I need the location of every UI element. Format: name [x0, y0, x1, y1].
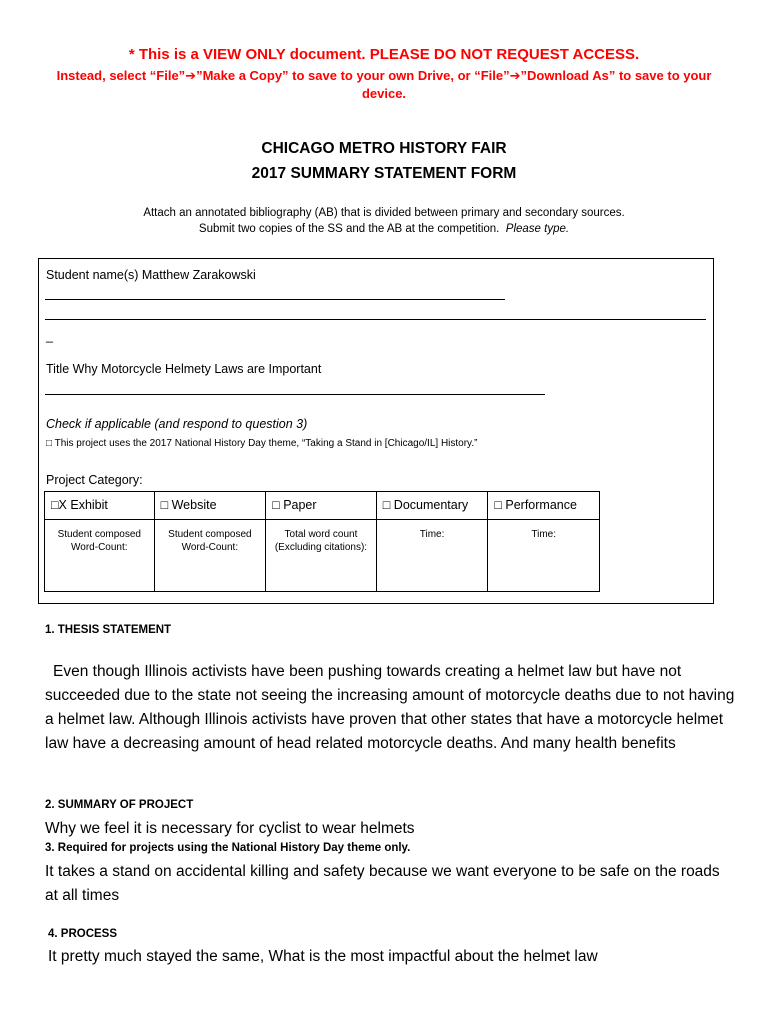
- process-text: It pretty much stayed the same, What is the most impactful about the helmet law: [48, 948, 598, 965]
- documentary-time: Time:: [376, 520, 488, 592]
- nhd-theme-text: It takes a stand on accidental killing and safety because we want everyone to be safe on the roads at all times: [45, 863, 720, 904]
- category-documentary[interactable]: □ Documentary: [376, 492, 488, 520]
- nhd-theme-heading: 3. Required for projects using the National History Day theme only.: [45, 842, 411, 854]
- page-title: CHICAGO METRO HISTORY FAIR: [261, 140, 507, 157]
- instruction-line-2: [0, 221, 768, 237]
- student-name-field[interactable]: Student name(s) Matthew Zarakowski: [46, 268, 256, 282]
- paper-word-count: Total word count (Excluding citations):: [266, 520, 377, 592]
- copy-instructions-notice: Instead, select “File”➔”Make a Copy” to save to your own Drive, or “File”➔”Download As” to save to your device.: [56, 68, 712, 101]
- exhibit-word-count: Student composed Word-Count:: [45, 520, 155, 592]
- process-heading: 4. PROCESS: [48, 928, 118, 940]
- instruction-line-2-text: Submit two copies of the SS and the AB at the competition.: [198, 223, 500, 235]
- theme-checkbox[interactable]: □ This project uses the 2017 National History Day theme, “Taking a Stand in [Chicago/IL] History.”: [46, 438, 478, 449]
- project-category-label: Project Category:: [46, 473, 143, 487]
- category-performance[interactable]: □ Performance: [488, 492, 600, 520]
- performance-time: Time:: [488, 520, 600, 592]
- page-subtitle: 2017 SUMMARY STATEMENT FORM: [251, 165, 517, 182]
- check-applicable-label: Check if applicable (and respond to question 3): [46, 417, 308, 431]
- category-paper[interactable]: □ Paper: [266, 492, 377, 520]
- category-website[interactable]: □ Website: [154, 492, 266, 520]
- thesis-text: Even though Illinois activists have been pushing towards creating a helmet law but have not succeeded due to the state not seeing the increasing amount of motorcycle deaths due to not having a helmet law. Although Illinois activists have proven that other states that have a motorcycle helmet law have a decreasing amount of head related motorcycle deaths. And many health benefits: [45, 663, 735, 752]
- student-name-line: [45, 299, 505, 300]
- instruction-please-type: Please type.: [505, 223, 570, 235]
- dash-mark: _: [46, 329, 53, 343]
- summary-heading: 2. SUMMARY OF PROJECT: [45, 799, 194, 811]
- website-word-count: Student composed Word-Count:: [154, 520, 266, 592]
- student-name-line-2: [45, 319, 706, 320]
- project-title-line: [45, 394, 545, 395]
- view-only-notice: * This is a VIEW ONLY document. PLEASE DO NOT REQUEST ACCESS.: [128, 46, 640, 63]
- form-box: [38, 258, 714, 604]
- project-category-table: [44, 491, 600, 592]
- instruction-line-1: Attach an annotated bibliography (AB) that is divided between primary and secondary sources.: [143, 207, 625, 219]
- category-exhibit[interactable]: □X Exhibit: [45, 492, 155, 520]
- thesis-heading: 1. THESIS STATEMENT: [45, 624, 172, 636]
- summary-text: Why we feel it is necessary for cyclist to wear helmets: [45, 820, 415, 837]
- project-title-field[interactable]: Title Why Motorcycle Helmety Laws are Important: [46, 362, 322, 376]
